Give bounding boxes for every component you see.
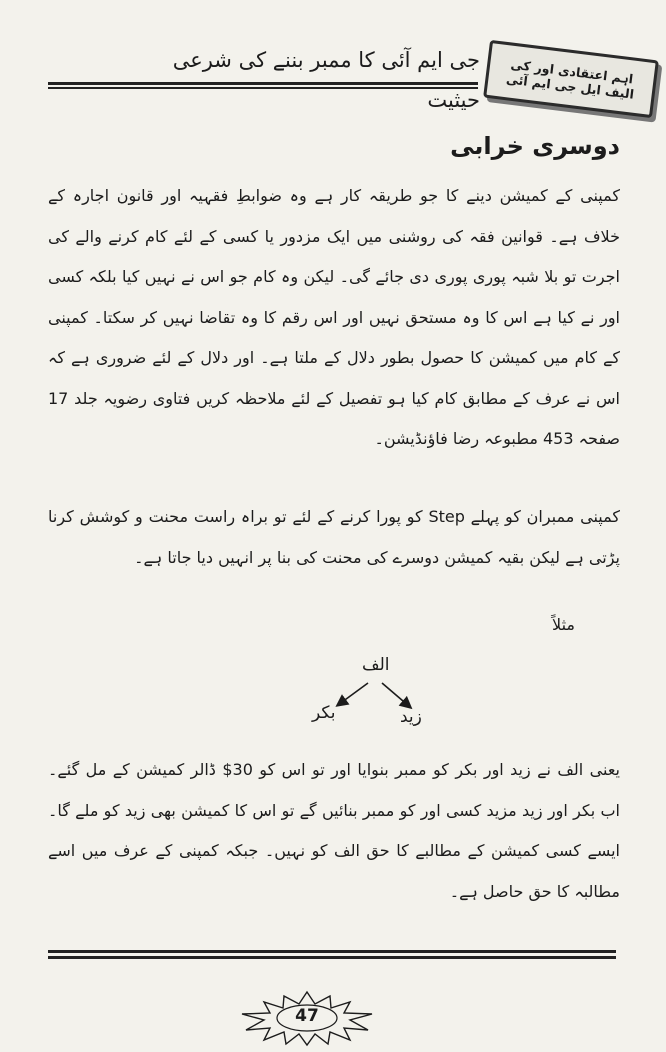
page-number-badge	[232, 988, 382, 1048]
example-label: مثلاً	[552, 615, 575, 634]
arrow-to-bakr	[338, 683, 368, 705]
page-number: 47	[295, 1006, 319, 1026]
header-stamp-box	[483, 40, 659, 118]
diagram-node-alif: الف	[362, 655, 390, 675]
paragraph-1: کمپنی کے کمیشن دینے کا جو طریقہ کار ہے وہ ضوابطِ فقہیہ اور قانون اجارہ کے خلاف ہے۔ قوانین فقہ کی روشنی میں ایک مزدور یا کسی کے لئے کام کرنے والے کی اجرت تو بلا شبہ پوری پوری دی جائے گی۔ لیکن وہ کام جو اس نے نہیں کیا بلکہ کسی اور نے کیا ہے اس کا وہ مستحق نہیں اور اس رقم کا وہ تقاضا نہیں کر سکتا۔ کمپنی کے کام میں کمیشن کا حصول بطور دلال کے ملتا ہے۔ اور دلال کے لئے ضروری ہے کہ اس نے عرف کے مطابق کام کیا ہو تفصیل کے لئے ملاحظہ کریں فتاوی رضویہ جلد 17 صفحہ 453 مطبوعہ رضا فاؤنڈیشن۔	[48, 186, 620, 448]
section-heading: دوسری خرابی	[450, 132, 620, 160]
diagram-node-zaid: زید	[400, 707, 422, 727]
running-header-title: جی ایم آئی کا ممبر بننے کی شرعی حیثیت	[172, 48, 480, 112]
footer-divider	[48, 950, 616, 959]
header-divider	[48, 82, 478, 89]
paragraph-3: یعنی الف نے زید اور بکر کو ممبر بنوایا اور تو اس کو 30$ ڈالر کمیشن کے مل گئے۔ اب بکر اور زید مزید کسی اور کو ممبر بنائیں گے تو اس کا کمیشن بھی زید کو ملے گا۔ ایسے کسی کمیشن کے مطالبے کا حق الف کو نہیں۔ جبکہ کمپنی کے عرف میں اسے مطالبہ کا حق حاصل ہے۔	[48, 760, 621, 901]
paragraph-2: کمپنی ممبران کو پہلے Step کو پورا کرنے کے لئے تو براہ راست محنت و کوشش کرنا پڑتی ہے لیکن بقیہ کمیشن دوسرے کی محنت کی بنا پر انہیں دیا جاتا ہے۔	[48, 507, 620, 567]
referral-diagram	[300, 655, 440, 745]
header-stamp-text: اہم اعتقادی اور کی الیف ایل جی ایم آئی	[505, 56, 635, 102]
diagram-node-bakr: بکر	[312, 703, 336, 723]
arrow-to-zaid	[382, 683, 410, 707]
